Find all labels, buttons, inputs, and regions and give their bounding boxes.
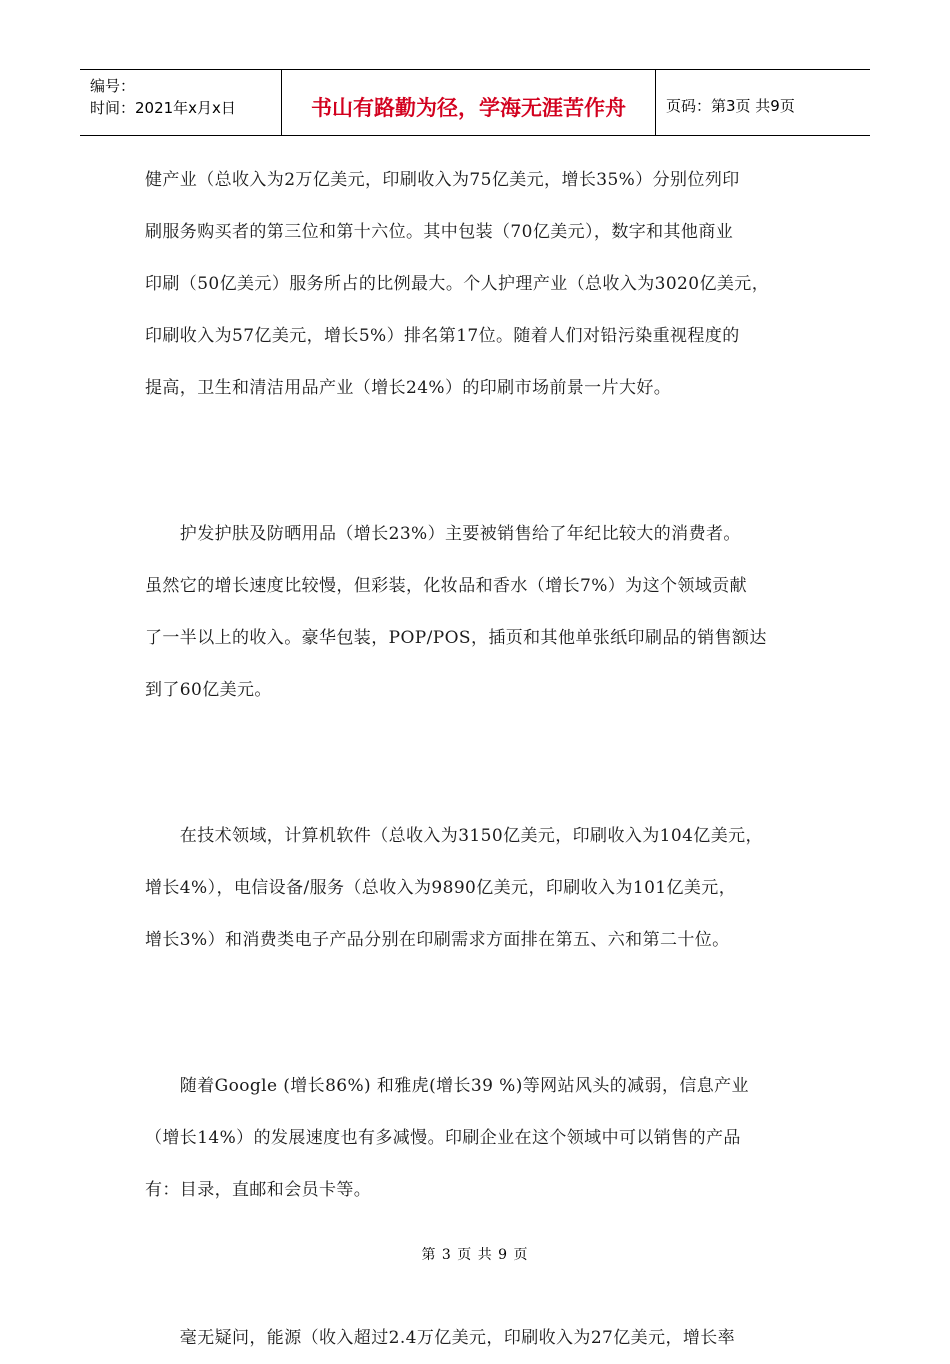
paragraph-spacer (145, 966, 825, 1060)
paragraph-spacer (145, 1216, 825, 1312)
paragraph-line: 到了60亿美元。 (145, 680, 272, 700)
paragraph-line: 印刷（50亿美元）服务所占的比例最大。个人护理产业（总收入为3020亿美元， (145, 274, 770, 294)
header-motto: 书山有路勤为径，学海无涯苦作舟 (282, 70, 656, 135)
header-meta (80, 70, 282, 135)
paragraph (145, 1060, 825, 1216)
header-page-info: 页码：第3页 共9页 (666, 97, 795, 115)
paragraph-line: 有：目录，直邮和会员卡等。 (145, 1180, 372, 1200)
paragraph (145, 508, 825, 716)
paragraph (145, 1312, 825, 1364)
paragraph-line: 提高，卫生和清洁用品产业（增长24%）的印刷市场前景一片大好。 (145, 378, 672, 398)
paragraph-spacer (145, 414, 825, 508)
paragraph-line: （增长14%）的发展速度也有多减慢。印刷企业在这个领域中可以销售的产品 (145, 1128, 741, 1148)
paragraph (145, 810, 825, 966)
paragraph-line: 增长4%），电信设备/服务（总收入为9890亿美元，印刷收入为101亿美元， (145, 878, 737, 898)
paragraph-line: 健产业（总收入为2万亿美元，印刷收入为75亿美元，增长35%）分别位列印 (145, 170, 740, 190)
time-label: 时间：2021年x月x日 (90, 99, 236, 117)
paragraph-line: 刷服务购买者的第三位和第十六位。其中包装（70亿美元），数字和其他商业 (145, 222, 734, 242)
paragraph-line: 在技术领域，计算机软件（总收入为3150亿美元，印刷收入为104亿美元， (145, 826, 763, 846)
paragraph-line: 印刷收入为57亿美元，增长5%）排名第17位。随着人们对铅污染重视程度的 (145, 326, 740, 346)
paragraph-line: 了一半以上的收入。豪华包装，POP/POS，插页和其他单张纸印刷品的销售额达 (145, 628, 767, 648)
paragraph-line: 增长3%）和消费类电子产品分别在印刷需求方面排在第五、六和第二十位。 (145, 930, 730, 950)
paragraph-spacer (145, 716, 825, 810)
page-footer: 第 3 页 共 9 页 (421, 1247, 529, 1263)
paragraph (145, 154, 825, 414)
document-body (145, 154, 825, 1364)
number-label: 编号： (90, 77, 136, 95)
paragraph-line: 毫无疑问，能源（收入超过2.4万亿美元，印刷收入为27亿美元，增长率 (145, 1328, 736, 1348)
document-header (80, 69, 870, 136)
paragraph-line: 虽然它的增长速度比较慢，但彩装，化妆品和香水（增长7%）为这个领域贡献 (145, 576, 747, 596)
paragraph-line: 护发护肤及防晒用品（增长23%）主要被销售给了年纪比较大的消费者。 (145, 524, 741, 544)
paragraph-line: 随着Google (增长86%) 和雅虎(增长39 %)等网站风头的减弱，信息产业 (145, 1076, 749, 1096)
